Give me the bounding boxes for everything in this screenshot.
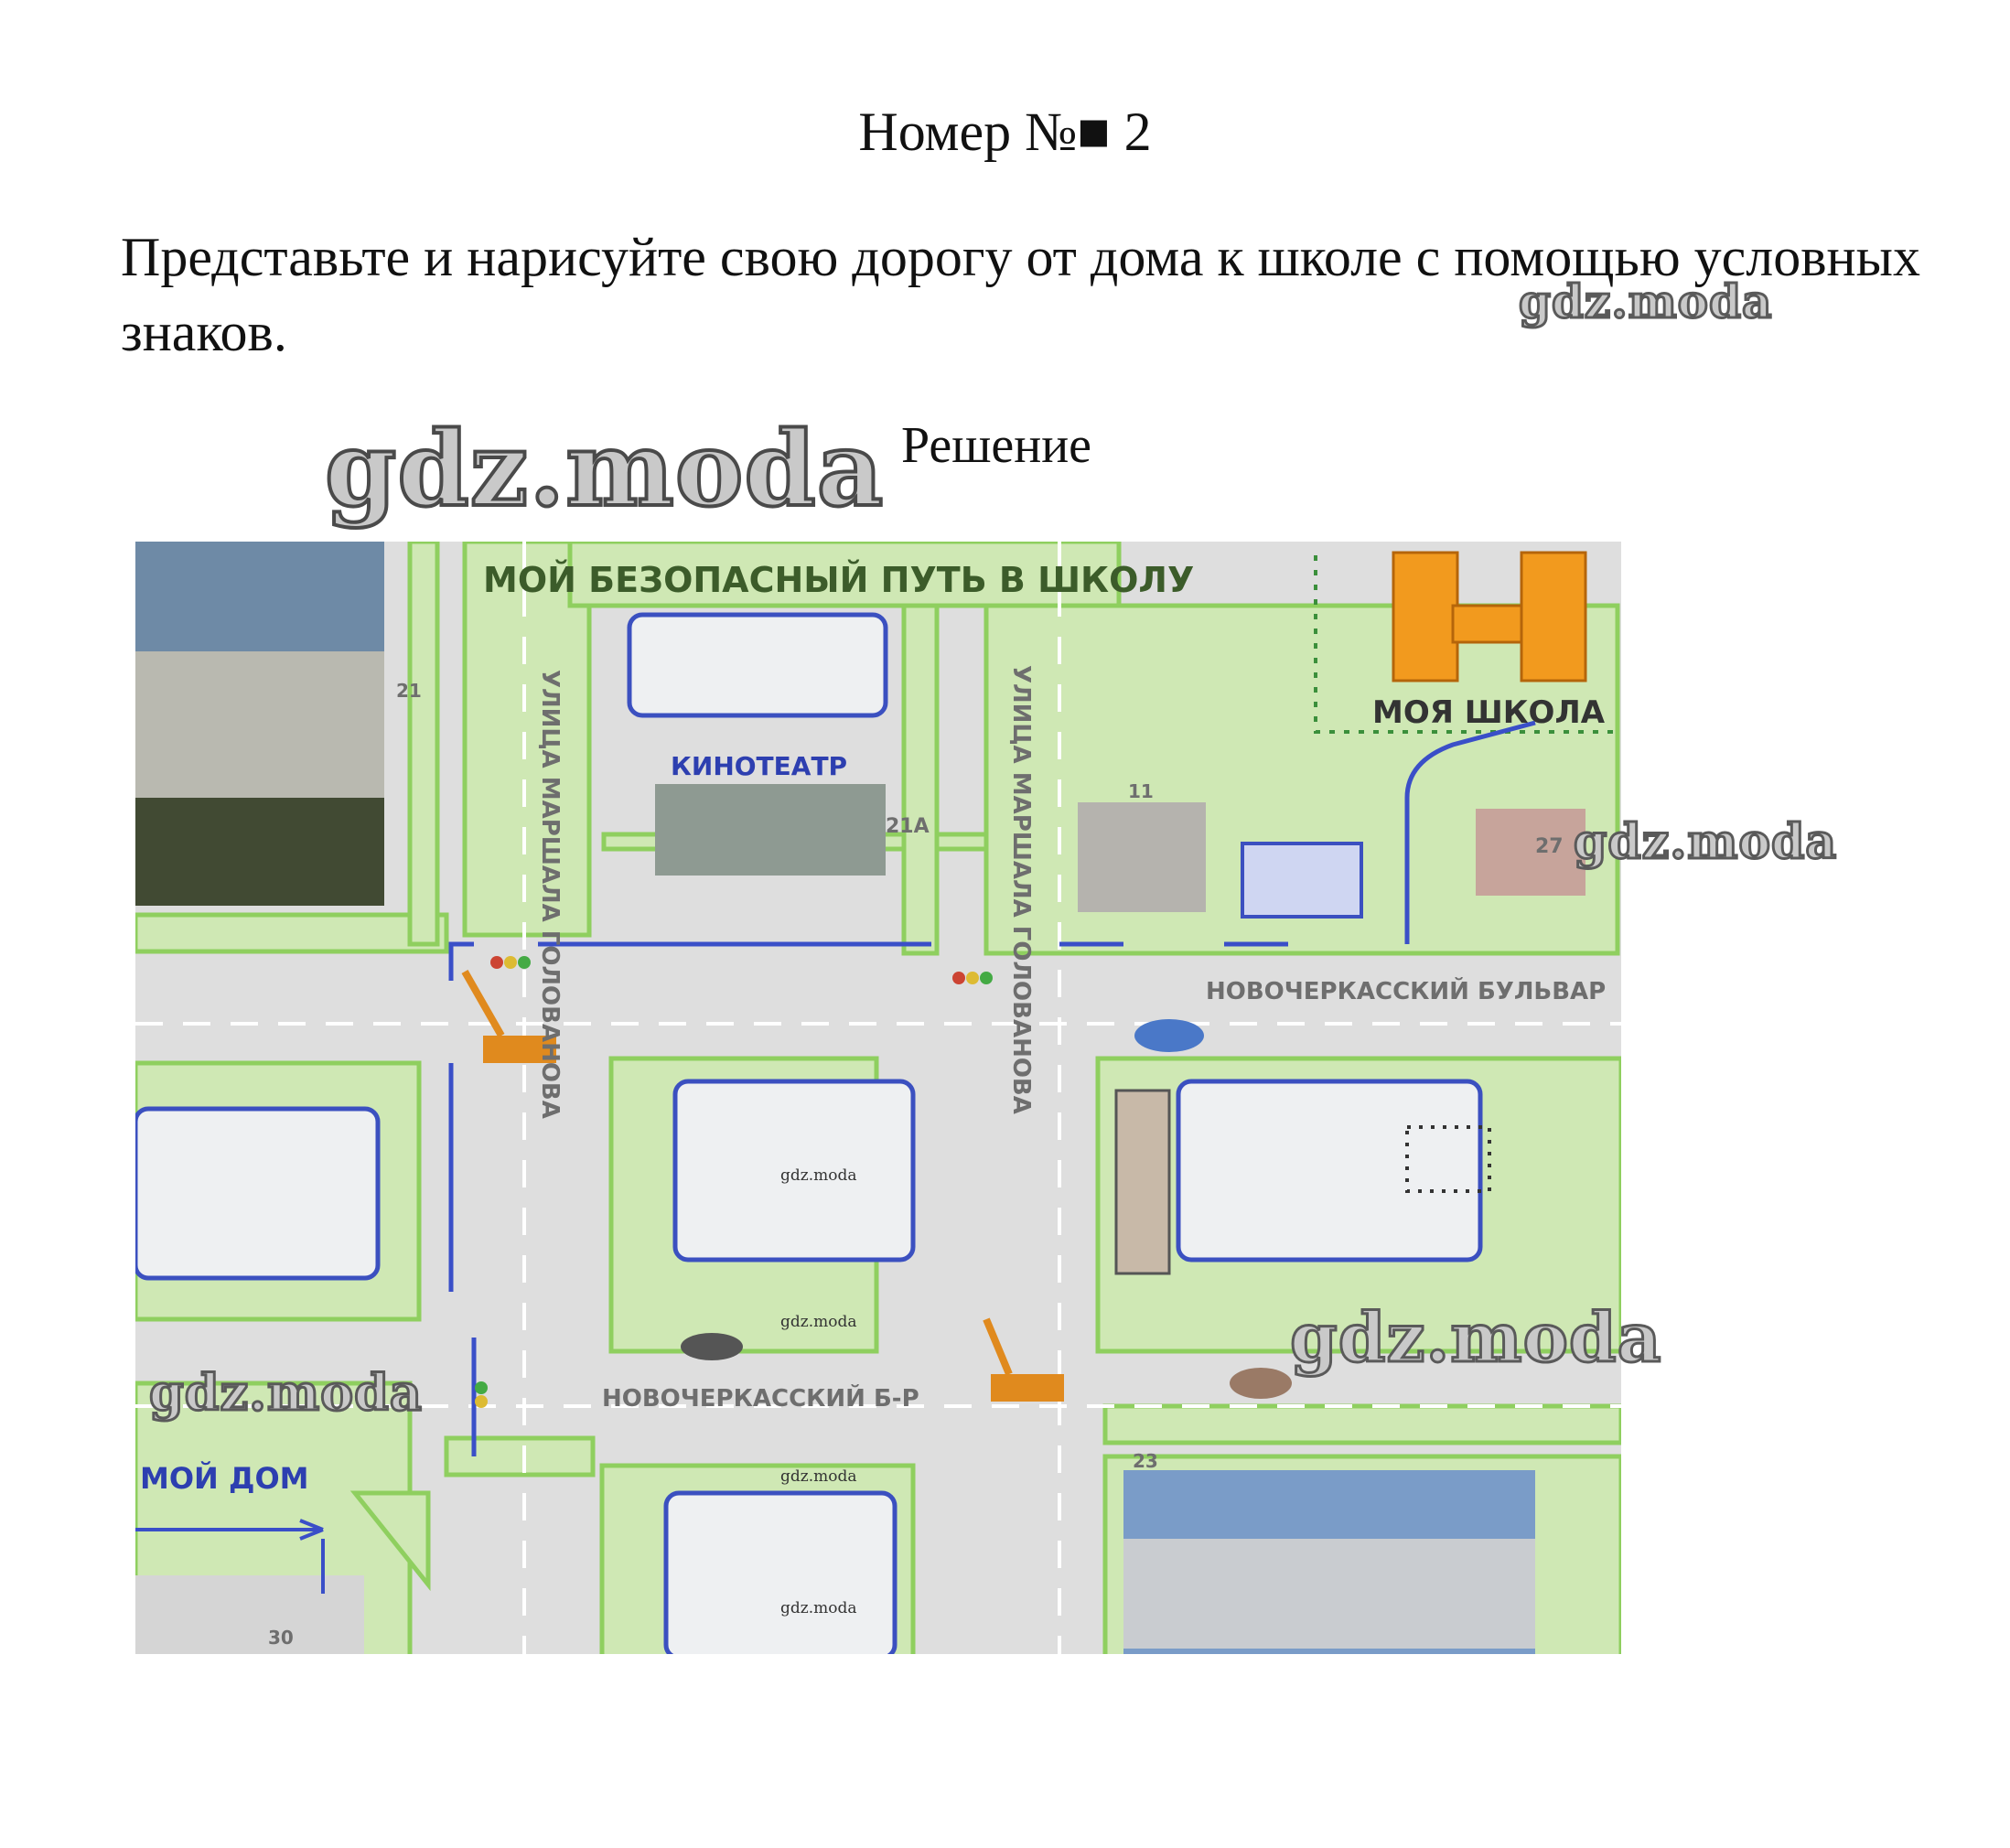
car (1134, 1019, 1204, 1052)
street-label: УЛИЦА МАРШАЛА ГОЛОВАНОВА (536, 670, 564, 1119)
solution-label: Решение (901, 417, 1092, 474)
watermark: gdz.moda (149, 1363, 423, 1422)
street-label: УЛИЦА МАРШАЛА ГОЛОВАНОВА (1007, 665, 1035, 1114)
house-number: 21А (886, 815, 930, 838)
watermark: gdz.moda (780, 1313, 857, 1331)
map-title: МОЙ БЕЗОПАСНЫЙ ПУТЬ В ШКОЛУ (483, 560, 1195, 600)
house-number: 23 (1133, 1450, 1158, 1472)
building-photo (1078, 802, 1206, 912)
watermark: gdz.moda (780, 1599, 857, 1617)
building-photo (1476, 809, 1585, 896)
route-map-picture (135, 542, 1621, 1654)
playground (1242, 843, 1361, 917)
boulevard-label: НОВОЧЕРКАССКИЙ Б-Р (602, 1385, 919, 1413)
cinema-photo (655, 784, 886, 876)
house-number: 27 (1535, 835, 1564, 858)
house-number: 30 (268, 1627, 294, 1649)
house-number: 11 (1128, 780, 1154, 802)
watermark: gdz.moda (1574, 814, 1838, 870)
school-label: МОЯ ШКОЛА (1372, 694, 1606, 731)
watermark: gdz.moda (1290, 1299, 1662, 1378)
watermark: gdz.moda (325, 410, 885, 530)
building (1116, 1091, 1169, 1273)
car (1230, 1368, 1292, 1399)
route-map-drawing (135, 542, 1621, 1654)
boulevard-label: НОВОЧЕРКАССКИЙ БУЛЬВАР (1206, 978, 1607, 1005)
house-number: 21 (396, 680, 422, 702)
watermark: gdz.moda (1519, 274, 1773, 328)
watermark: gdz.moda (780, 1467, 857, 1486)
page-title: Номер №■ 2 (858, 102, 1152, 162)
task-text: Представьте и нарисуйте свою дорогу от дома к школе с помощью условных знаков. (121, 227, 1920, 362)
home-photo (135, 1575, 364, 1654)
cinema-label: КИНОТЕАТР (671, 751, 848, 781)
home-label: МОЙ ДОМ (140, 1461, 309, 1496)
watermark: gdz.moda (780, 1166, 857, 1185)
car (681, 1333, 743, 1360)
